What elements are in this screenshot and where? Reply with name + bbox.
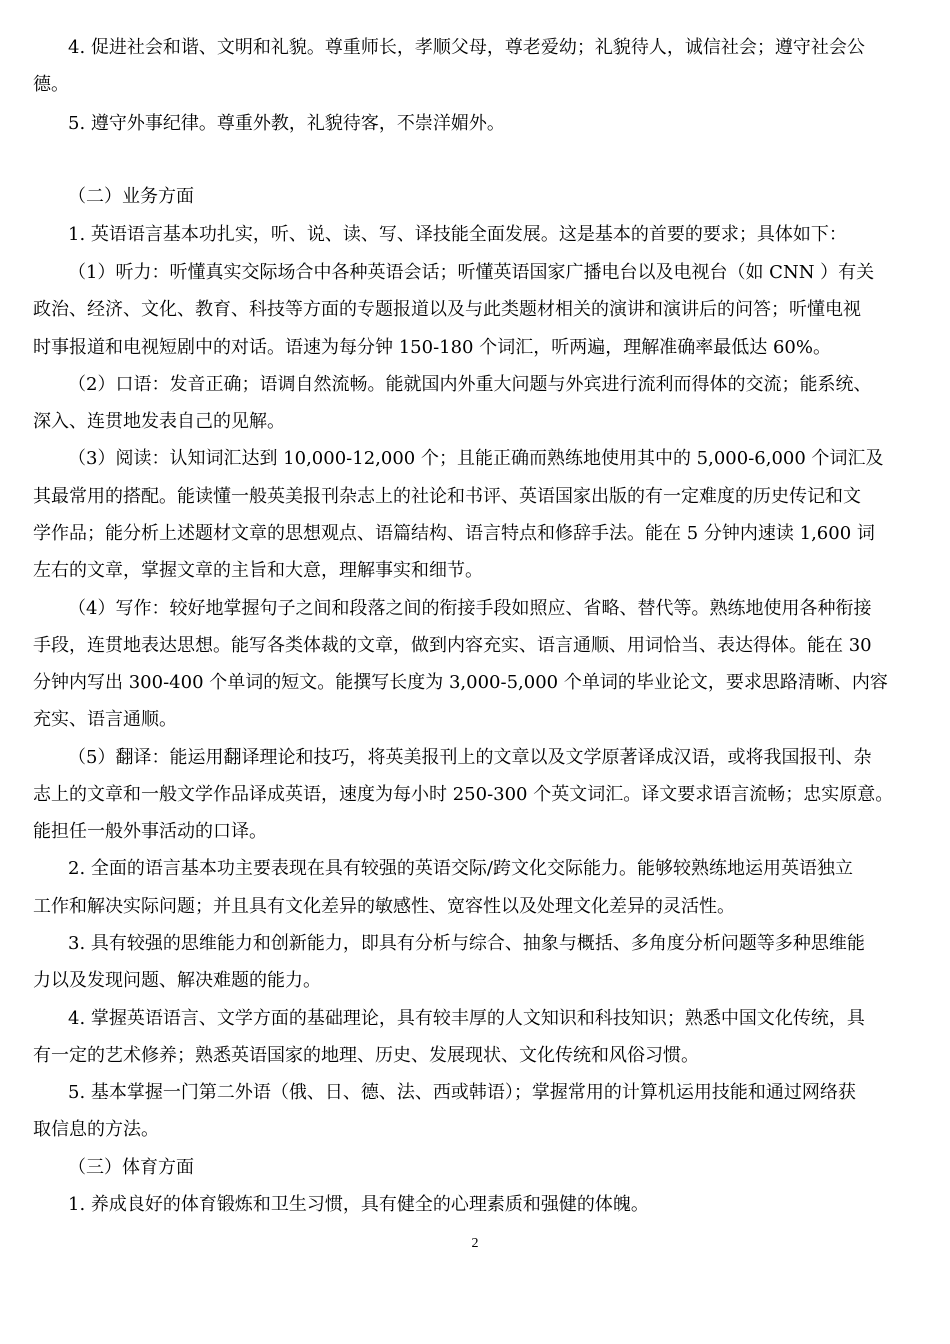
text-line: （1）听力：听懂真实交际场合中各种英语会话；听懂英语国家广播电台以及电视台（如 CNN ）有关 bbox=[68, 262, 875, 283]
text-line: 3. 具有较强的思维能力和创新能力，即具有分析与综合、抽象与概括、多角度分析问题等多种思维能 bbox=[68, 933, 865, 954]
text-line: （2）口语：发音正确；语调自然流畅。能就国内外重大问题与外宾进行流利而得体的交流；能系统、 bbox=[68, 374, 872, 395]
text-line: 4. 掌握英语语言、文学方面的基础理论，具有较丰厚的人文知识和科技知识；熟悉中国文化传统，具 bbox=[68, 1008, 865, 1029]
text-line: （3）阅读：认知词汇达到 10,000-12,000 个；且能正确而熟练地使用其中的 5,000-6,000 个词汇及 bbox=[68, 448, 884, 469]
text-line: （5）翻译：能运用翻译理论和技巧，将英美报刊上的文章以及文学原著译成汉语，或将我国报刊、杂 bbox=[68, 747, 872, 768]
text-line: 5. 遵守外事纪律。尊重外教，礼貌待客，不崇洋媚外。 bbox=[68, 113, 505, 134]
text-line: （4）写作：较好地掌握句子之间和段落之间的衔接手段如照应、省略、替代等。熟练地使用各种衔接 bbox=[68, 598, 872, 619]
text-line: 其最常用的搭配。能读懂一般英美报刊杂志上的社论和书评、英语国家出版的有一定难度的历史传记和文 bbox=[33, 486, 861, 507]
text-line: 充实、语言通顺。 bbox=[33, 709, 177, 730]
section-heading: （三）体育方面 bbox=[68, 1157, 194, 1178]
text-line: 学作品；能分析上述题材文章的思想观点、语篇结构、语言特点和修辞手法。能在 5 分钟内速读 1,600 词 bbox=[33, 523, 875, 544]
text-line: 取信息的方法。 bbox=[33, 1119, 159, 1140]
text-line: 左右的文章，掌握文章的主旨和大意，理解事实和细节。 bbox=[33, 560, 483, 581]
text-line: 时事报道和电视短剧中的对话。语速为每分钟 150-180 个词汇，听两遍，理解准确率最低达 60%。 bbox=[33, 337, 831, 358]
text-line: 5. 基本掌握一门第二外语（俄、日、德、法、西或韩语）；掌握常用的计算机运用技能和通过网络获 bbox=[68, 1082, 856, 1103]
text-line: 能担任一般外事活动的口译。 bbox=[33, 821, 267, 842]
text-line: 力以及发现问题、解决难题的能力。 bbox=[33, 970, 321, 991]
text-line: 4. 促进社会和谐、文明和礼貌。尊重师长，孝顺父母，尊老爱幼；礼貌待人，诚信社会；遵守社会公 bbox=[68, 37, 865, 58]
text-line: 1. 养成良好的体育锻炼和卫生习惯，具有健全的心理素质和强健的体魄。 bbox=[68, 1194, 649, 1215]
text-line: 深入、连贯地发表自己的见解。 bbox=[33, 411, 285, 432]
text-line: 2. 全面的语言基本功主要表现在具有较强的英语交际/跨文化交际能力。能够较熟练地运用英语独立 bbox=[68, 858, 853, 879]
text-line: 有一定的艺术修养；熟悉英语国家的地理、历史、发展现状、文化传统和风俗习惯。 bbox=[33, 1045, 699, 1066]
text-line: 手段，连贯地表达思想。能写各类体裁的文章，做到内容充实、语言通顺、用词恰当、表达得体。能在 30 bbox=[33, 635, 872, 656]
text-line: 志上的文章和一般文学作品译成英语，速度为每小时 250-300 个英文词汇。译文要求语言流畅；忠实原意。 bbox=[33, 784, 894, 805]
text-line: 政治、经济、文化、教育、科技等方面的专题报道以及与此类题材相关的演讲和演讲后的问答；听懂电视 bbox=[33, 299, 861, 320]
text-line: 1. 英语语言基本功扎实，听、说、读、写、译技能全面发展。这是基本的首要的要求；具体如下： bbox=[68, 224, 847, 245]
text-line: 德。 bbox=[33, 74, 69, 95]
text-line: 工作和解决实际问题；并且具有文化差异的敏感性、宽容性以及处理文化差异的灵活性。 bbox=[33, 896, 735, 917]
page-number: 2 bbox=[471, 1236, 479, 1251]
text-line: 分钟内写出 300-400 个单词的短文。能撰写长度为 3,000-5,000 个单词的毕业论文，要求思路清晰、内容 bbox=[33, 672, 888, 693]
section-heading: （二）业务方面 bbox=[68, 186, 194, 207]
